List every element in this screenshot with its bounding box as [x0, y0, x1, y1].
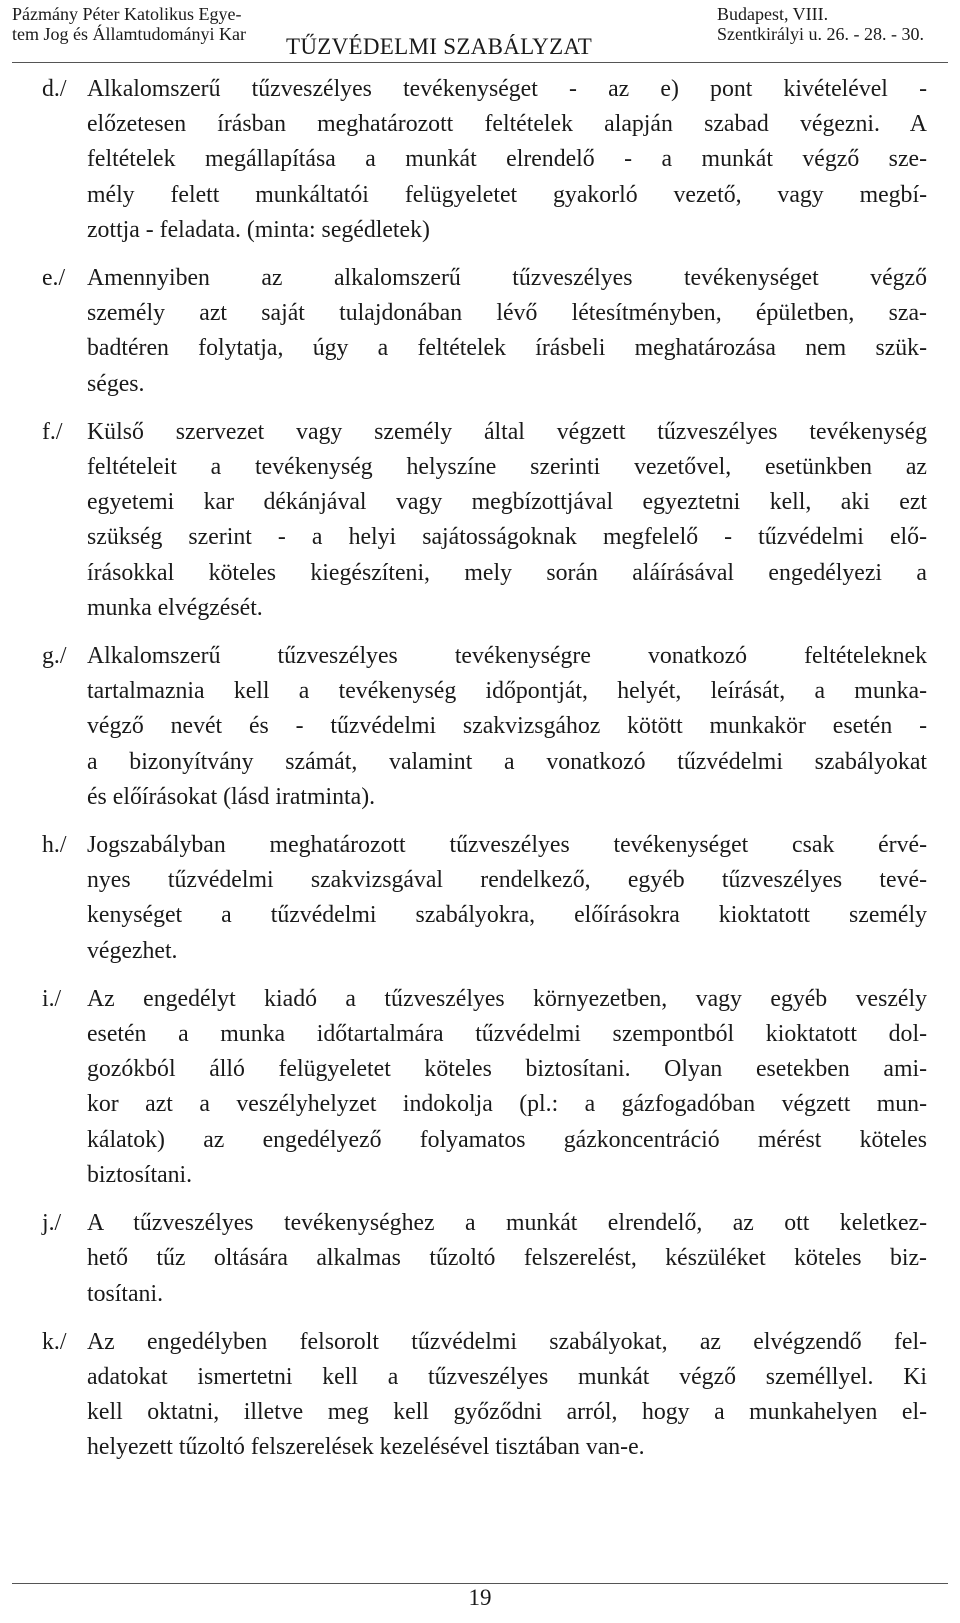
document-title: TŰZVÉDELMI SZABÁLYZAT [286, 34, 593, 59]
text-line: kell oktatni, illetve meg kell győződni arról, hogy a munkahelyen el- [87, 1399, 927, 1426]
text-line: hető tűz oltására alkalmas tűzoltó felszerelést, készüléket köteles biz- [87, 1245, 927, 1272]
text-line: és előírásokat (lásd iratminta). [87, 783, 376, 810]
list-item [42, 639, 927, 815]
address-line-2: Szentkirályi u. 26. - 28. - 30. [717, 24, 924, 44]
page-number: 19 [468, 1585, 492, 1610]
text-line: nyes tűzvédelmi szakvizsgával rendelkező, egyéb tűzveszélyes tevé- [87, 867, 927, 894]
list-item-label: i./ [42, 985, 62, 1012]
list-item-label: d./ [42, 76, 67, 102]
text-line: mély felett munkáltatói felügyeletet gyakorló vezető, vagy megbí- [87, 181, 927, 208]
text-line: badtéren folytatja, úgy a feltételek írásbeli meghatározása nem szük- [87, 335, 927, 362]
text-line: kenységet a tűzvédelmi szabályokra, előírásokra kioktatott személy [87, 902, 927, 929]
text-line: zottja - feladata. (minta: segédletek) [87, 216, 430, 243]
list-item-label: e./ [42, 265, 66, 292]
institution-name [12, 4, 246, 44]
text-line: feltételek megállapítása a munkát elrendelő - a munkát végző sze- [87, 146, 927, 173]
list-item [42, 415, 927, 626]
list-item-label: j./ [42, 1210, 62, 1237]
list-item-text [87, 72, 927, 248]
text-line: munka elvégzését. [87, 594, 263, 621]
text-line: biztosítani. [87, 1161, 193, 1188]
text-line: szükség szerint - a helyi sajátosságoknak megfelelő - tűzvédelmi elő- [87, 524, 927, 551]
list-item [42, 261, 927, 402]
text-line: kálatok) az engedélyező folyamatos gázkoncentráció mérést köteles [87, 1126, 927, 1153]
text-line: Külső szervezet vagy személy által végzett tűzveszélyes tevékenység [87, 418, 927, 445]
list-item-text [87, 828, 927, 969]
institution-line-1: Pázmány Péter Katolikus Egye- [12, 4, 242, 24]
text-line: gozókból álló felügyeletet köteles biztosítani. Olyan esetekben ami- [87, 1056, 927, 1083]
document-body [42, 72, 927, 1479]
list-item [42, 1206, 927, 1312]
text-line: írásokkal köteles kiegészíteni, mely során aláírásával engedélyezi a [87, 559, 927, 586]
list-item [42, 1325, 927, 1466]
address [717, 4, 924, 44]
list-item-label: h./ [42, 832, 67, 859]
text-line: Alkalomszerű tűzveszélyes tevékenységet - az e) pont kivételével - [87, 76, 927, 102]
text-line: végző nevét és - tűzvédelmi szakvizsgához kötött munkakör esetén - [87, 713, 927, 740]
text-line: Az engedélyben felsorolt tűzvédelmi szabályokat, az elvégzendő fel- [87, 1328, 927, 1355]
text-line: tosítani. [87, 1280, 164, 1307]
text-line: Amennyiben az alkalomszerű tűzveszélyes tevékenységet végző [87, 265, 927, 292]
text-line: Alkalomszerű tűzveszélyes tevékenységre vonatkozó feltételeknek [87, 643, 927, 670]
text-line: A tűzveszélyes tevékenységhez a munkát elrendelő, az ott keletkez- [87, 1210, 927, 1237]
text-line: egyetemi kar dékánjával vagy megbízottjával egyeztetni kell, aki ezt [87, 489, 927, 516]
list-item [42, 72, 927, 248]
text-line: tartalmaznia kell a tevékenység időpontját, helyét, leírását, a munka- [87, 678, 927, 705]
text-line: előzetesen írásban meghatározott feltételek alapján szabad végezni. A [87, 111, 927, 138]
text-line: Az engedélyt kiadó a tűzveszélyes környezetben, vagy egyéb veszély [87, 985, 927, 1012]
text-line: személy azt saját tulajdonában lévő létesítményben, épületben, sza- [87, 300, 927, 327]
address-line-1: Budapest, VIII. [717, 4, 829, 24]
text-line: helyezett tűzoltó felszerelések kezelésével tisztában van-e. [87, 1434, 645, 1461]
text-line: séges. [87, 370, 145, 397]
list-item [42, 982, 927, 1193]
list-item-label: f./ [42, 418, 63, 445]
text-line: kor azt a veszélyhelyzet indokolja (pl.: a gázfogadóban végzett mun- [87, 1091, 927, 1118]
page-header [0, 0, 960, 70]
text-line: esetén a munka időtartalmára tűzvédelmi szempontból kioktatott dol- [87, 1021, 927, 1048]
text-line: végezhet. [87, 937, 178, 964]
list-item-label: k./ [42, 1328, 67, 1355]
institution-line-2: tem Jog és Államtudományi Kar [12, 24, 246, 44]
list-item-text [87, 415, 927, 626]
header-divider [12, 62, 948, 63]
text-line: feltételeit a tevékenység helyszíne szerinti vezetővel, esetünkben az [87, 454, 927, 481]
text-line: a bizonyítvány számát, valamint a vonatkozó tűzvédelmi szabályokat [87, 748, 927, 775]
list-item-label: g./ [42, 643, 67, 670]
list-item-text [87, 1206, 927, 1312]
list-item-text [87, 261, 927, 402]
text-line: Jogszabályban meghatározott tűzveszélyes tevékenységet csak érvé- [87, 832, 927, 859]
list-item-text [87, 1325, 927, 1466]
list-item-text [87, 639, 927, 815]
list-item-text [87, 982, 927, 1193]
list-item [42, 828, 927, 969]
text-line: adatokat ismertetni kell a tűzveszélyes munkát végző személlyel. Ki [87, 1363, 927, 1390]
